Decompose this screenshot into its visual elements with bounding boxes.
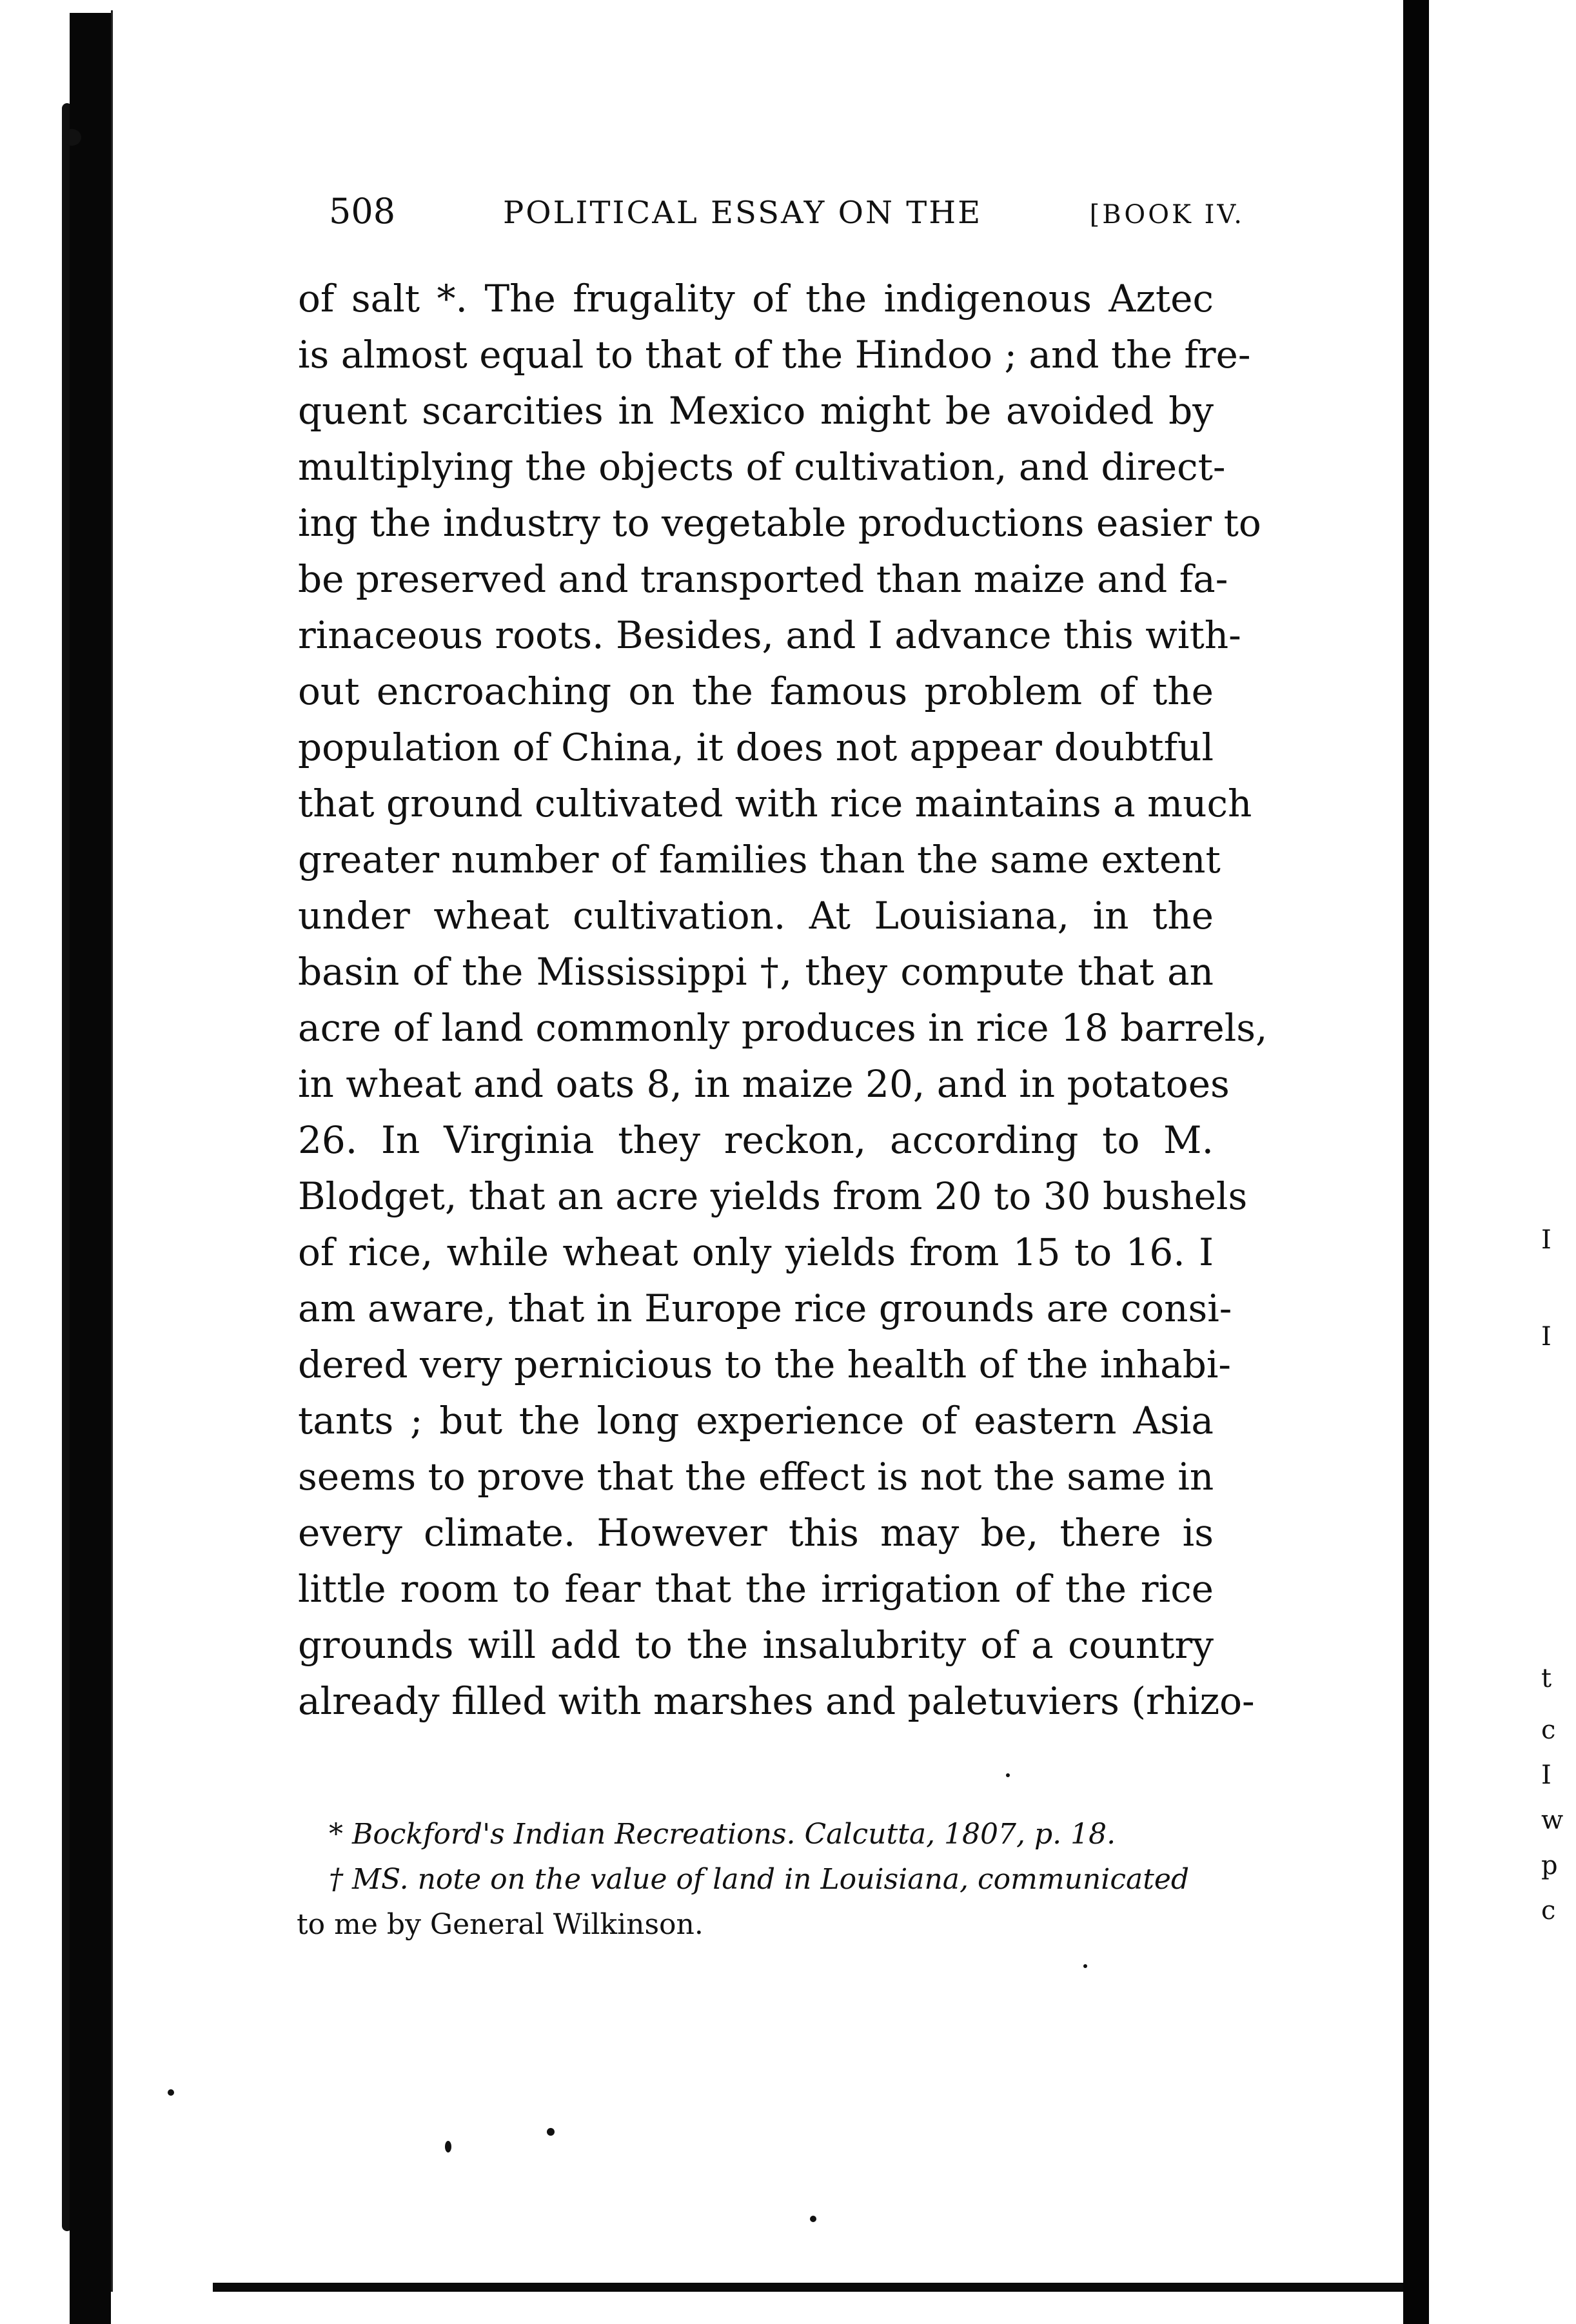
- scan-speck: [810, 2216, 816, 2222]
- facing-page-fragment: I: [1541, 1322, 1551, 1352]
- text-line: rinaceous roots. Besides, and I advance this with-: [298, 613, 1241, 657]
- scan-speck: [62, 129, 81, 146]
- text-line: Blodget, that an acre yields from 20 to 30 bushels: [298, 1174, 1248, 1218]
- text-line: ing the industry to vegetable productions easier to: [298, 501, 1261, 545]
- text-line: out encroaching on the famous problem of the: [298, 669, 1214, 713]
- facing-page-fragment: I: [1541, 1760, 1551, 1790]
- facing-page-fragment: c: [1541, 1715, 1556, 1745]
- gutter-shadow: [1403, 0, 1429, 2324]
- text-line: dered very pernicious to the health of the inhabi-: [298, 1343, 1232, 1386]
- book-reference: [BOOK IV.: [1089, 200, 1245, 230]
- scan-speck: [1006, 1773, 1010, 1777]
- facing-page-fragment: p: [1541, 1851, 1558, 1880]
- page-number: 508: [329, 191, 396, 231]
- text-line: seems to prove that the effect is not the same in: [298, 1455, 1214, 1499]
- text-line: already filled with marshes and paletuviers (rhizo-: [298, 1679, 1255, 1723]
- footnote-2-continuation: to me by General Wilkinson.: [297, 1908, 704, 1941]
- text-line: greater number of families than the same extent: [298, 838, 1221, 881]
- text-line: basin of the Mississippi †, they compute that an: [298, 950, 1214, 994]
- running-head: [329, 191, 1245, 242]
- scan-speck: [547, 2128, 555, 2136]
- bottom-scan-margin: [111, 2292, 1403, 2324]
- text-line: tants ; but the long experience of eastern Asia: [298, 1399, 1214, 1443]
- facing-page-fragment: t: [1541, 1664, 1552, 1693]
- text-line: grounds will add to the insalubrity of a country: [298, 1623, 1214, 1667]
- text-line: population of China, it does not appear doubtful: [298, 725, 1214, 769]
- text-line: is almost equal to that of the Hindoo ; and the fre-: [298, 333, 1251, 377]
- text-line: in wheat and oats 8, in maize 20, and in potatoes: [298, 1062, 1230, 1106]
- text-line: under wheat cultivation. At Louisiana, in the: [298, 894, 1214, 938]
- scan-speck: [445, 2141, 451, 2152]
- footnote-2: † MS. note on the value of land in Louisiana, communicated: [329, 1863, 1190, 1896]
- scan-speck: [1083, 1964, 1087, 1968]
- text-line: am aware, that in Europe rice grounds are consi-: [298, 1286, 1232, 1330]
- text-line: little room to fear that the irrigation of the rice: [298, 1567, 1214, 1611]
- facing-page-fragment: w: [1541, 1806, 1564, 1835]
- text-line: acre of land commonly produces in rice 18 barrels,: [298, 1006, 1268, 1050]
- text-line: that ground cultivated with rice maintains a much: [298, 782, 1252, 825]
- footnote-1: * Bockford's Indian Recreations. Calcutta, 1807, p. 18.: [329, 1818, 1116, 1851]
- running-head-title: POLITICAL ESSAY ON THE: [503, 195, 983, 231]
- facing-page-fragment: I: [1541, 1225, 1551, 1255]
- text-line: be preserved and transported than maize and fa-: [298, 557, 1228, 601]
- text-line: every climate. However this may be, there is: [298, 1511, 1214, 1555]
- text-line: quent scarcities in Mexico might be avoided by: [298, 389, 1214, 433]
- facing-page-fragment: c: [1541, 1896, 1556, 1925]
- left-binding-shadow: [70, 13, 112, 2324]
- scan-speck: [168, 2089, 174, 2096]
- text-line: multiplying the objects of cultivation, and direct-: [298, 445, 1226, 489]
- text-line: of salt *. The frugality of the indigenous Aztec: [298, 277, 1214, 320]
- facing-page: [1429, 0, 1576, 2324]
- text-line: of rice, while wheat only yields from 15 to 16. I: [298, 1230, 1214, 1274]
- text-line: 26. In Virginia they reckon, according to M.: [298, 1118, 1214, 1162]
- body-text: [298, 271, 1268, 1729]
- footnotes: [297, 1812, 1212, 1947]
